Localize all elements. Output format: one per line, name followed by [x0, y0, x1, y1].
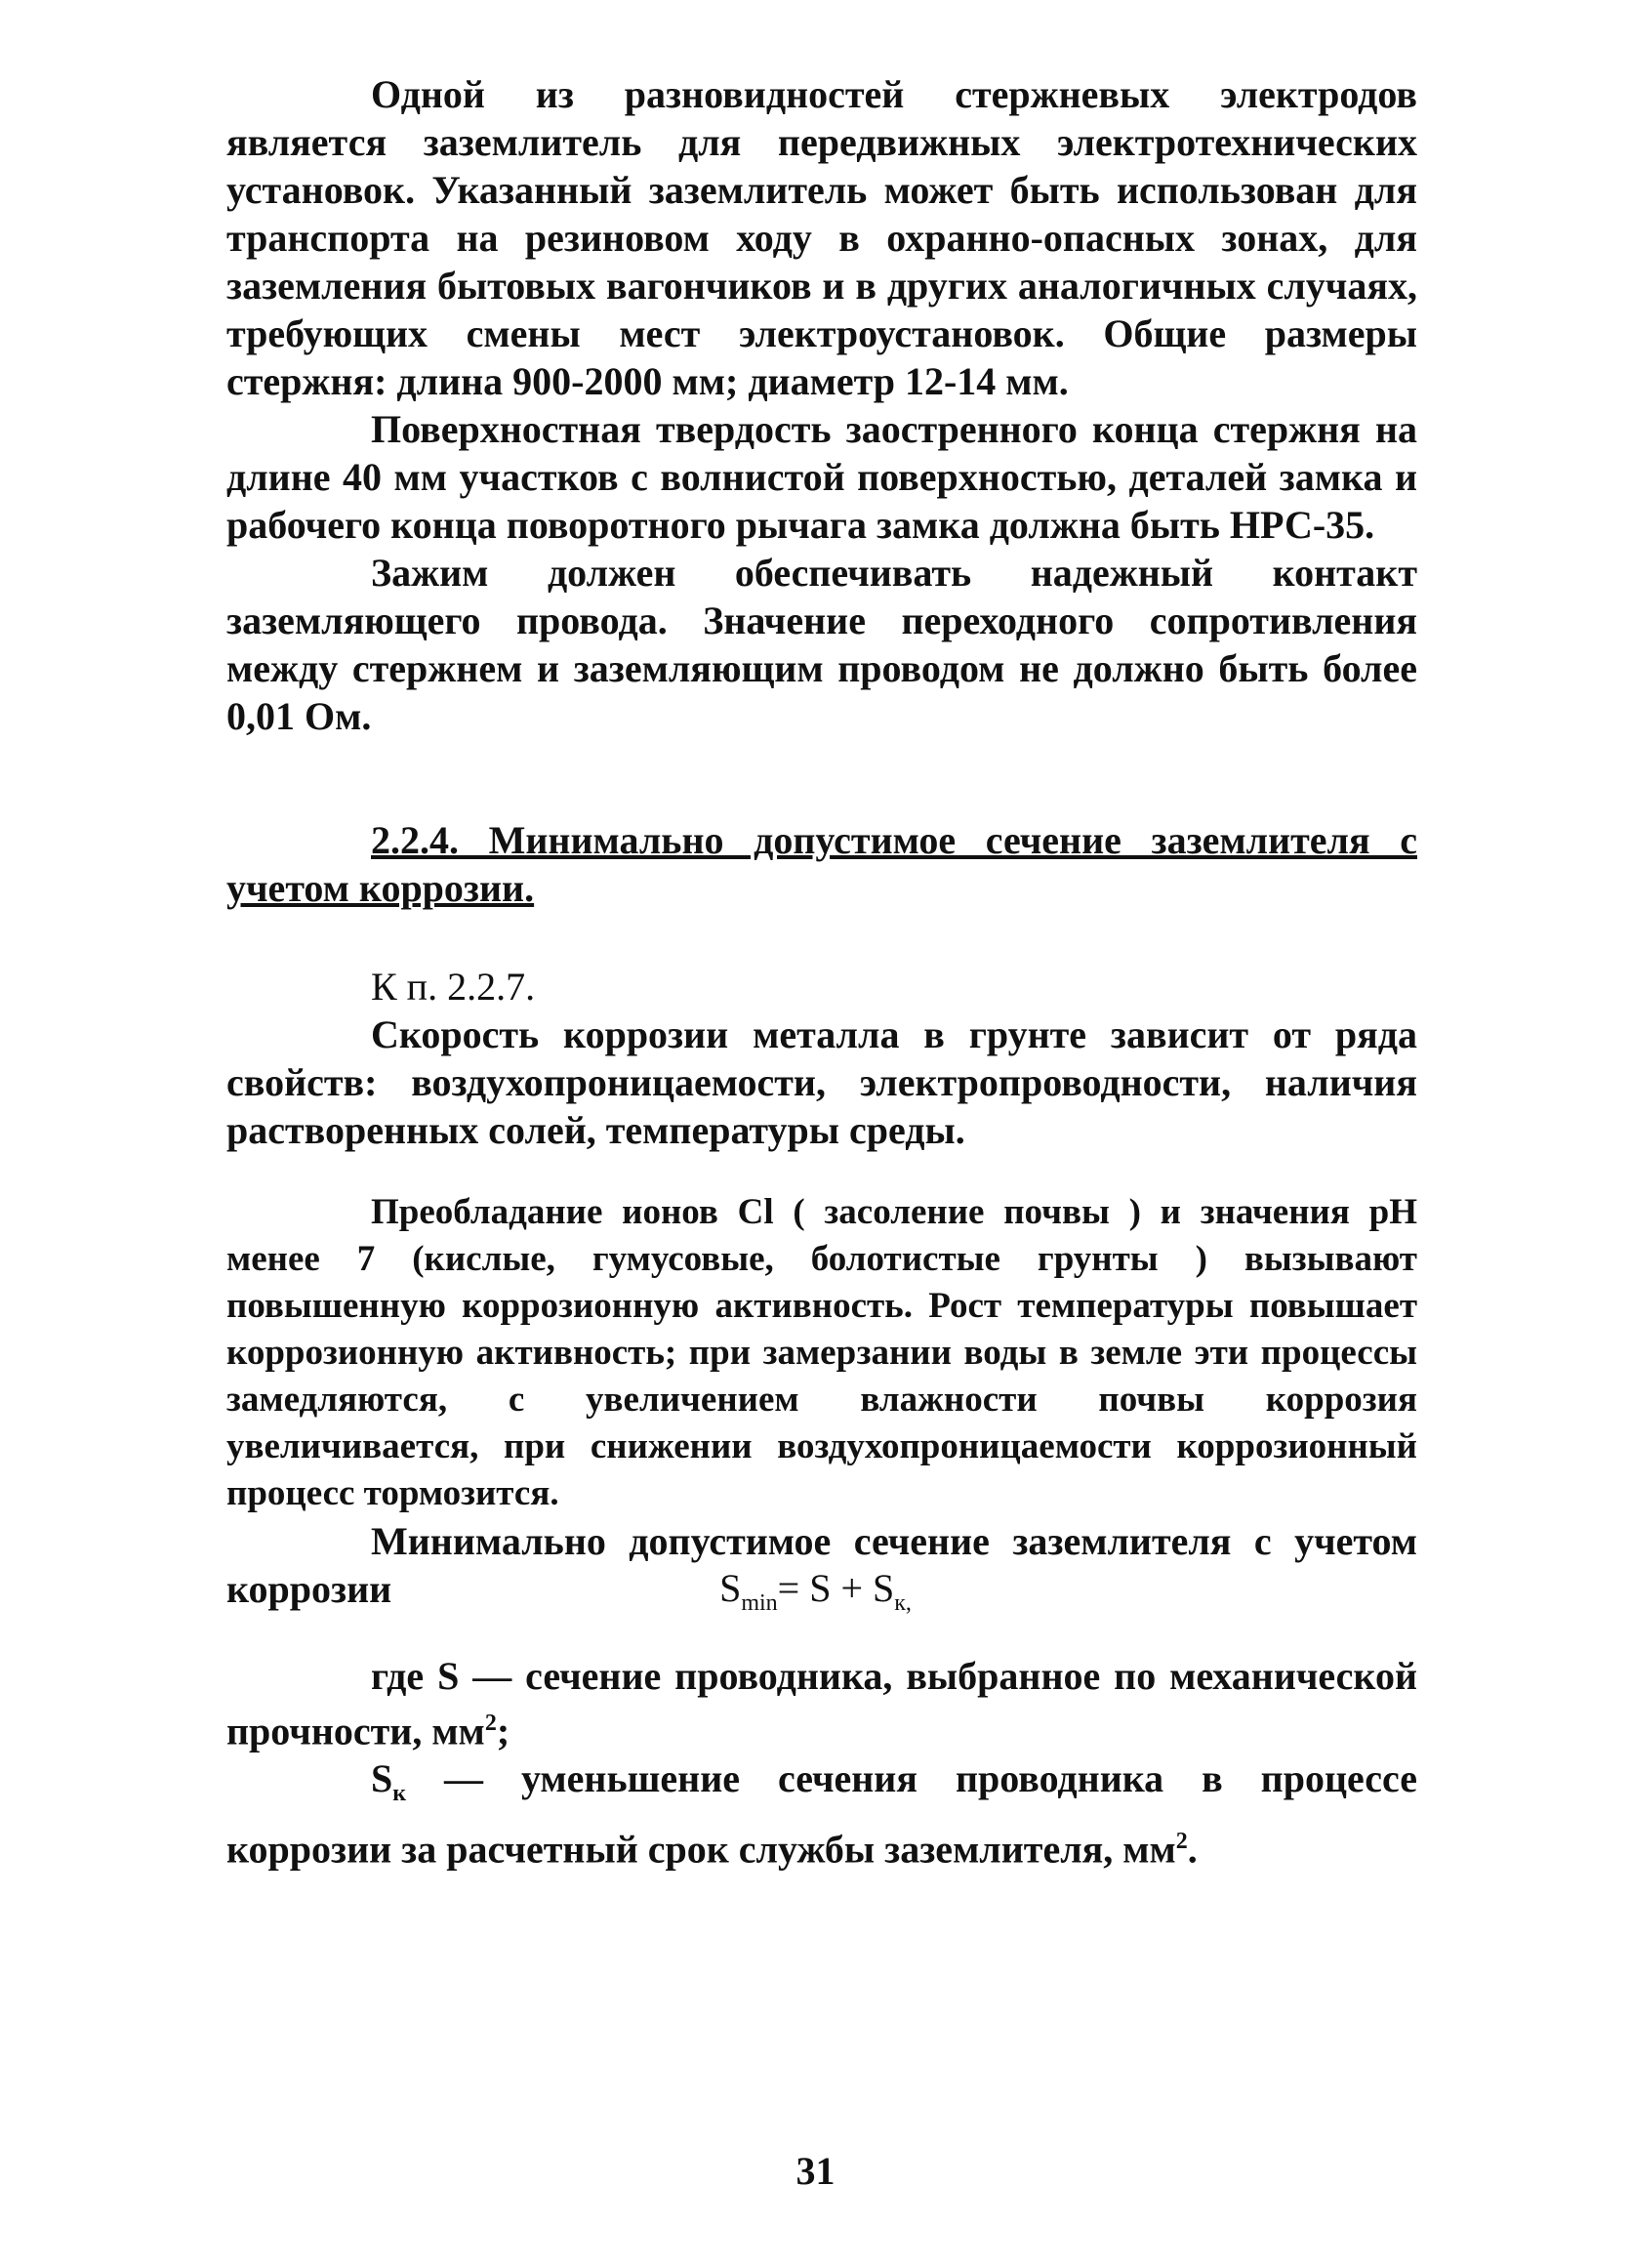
- formula-lhs-sub: min: [741, 1590, 778, 1616]
- definition-s: где S — сечение проводника, выбранное по механической прочности, $мм^2$;: [226, 1654, 1417, 1753]
- section-heading: 2.2.4. Минимально допустимое сечение заземлителя с учетом коррозии.: [226, 818, 1417, 910]
- top-paragraphs: [226, 70, 1417, 740]
- definitions-block: [226, 1652, 1417, 1874]
- ions-block: [226, 1189, 1417, 1613]
- reference-label: К п. 2.2.7.: [371, 965, 536, 1009]
- reference-block: [226, 963, 1417, 1154]
- definition-sk: $S_к$ — уменьшение сечения проводника в процессе коррозии за расчетный срок службы заземлителя, $мм^2$.: [226, 1756, 1417, 1872]
- formula-middle: = S + S: [777, 1566, 895, 1610]
- formula-lhs: S: [719, 1566, 742, 1610]
- paragraph-min-section: Минимально допустимое сечение заземлителя с учетом коррозии: [226, 1519, 1417, 1611]
- paragraph-ions: Преобладание ионов Cl ( засоление почвы ) и значения pH менее 7 (кислые, гумусовые, болотистые грунты ) вызывают повышенную коррозионную активность. Рост температуры повышает коррозионную активность; при замерзании воды в земле эти процессы замедляются, с увеличением влажности почвы коррозия увеличивается, при снижении воздухопроницаемости коррозионный процесс тормозится.: [226, 1192, 1417, 1513]
- paragraph-clamp: Зажим должен обеспечивать надежный контакт заземляющего провода. Значение переходного сопротивления между стержнем и заземляющим проводом не должно быть более 0,01 Ом.: [226, 551, 1417, 738]
- formula-rhs-sub: к,: [894, 1590, 912, 1616]
- section-2-2-4: [226, 816, 1417, 912]
- page-number: 31: [795, 2149, 836, 2193]
- formula-smin: [0, 1564, 1631, 1628]
- paragraph-electrode: Одной из разновидностей стержневых электродов является заземлитель для передвижных электротехнических установок. Указанный заземлитель может быть использован для транспорта на резиновом ходу в охранно-опасных зонах, для заземления бытовых вагончиков и в других аналогичных случаях, требующих смены мест электроустановок. Общие размеры стержня: длина 900-2000 мм; диаметр 12-14 мм.: [226, 72, 1417, 403]
- paragraph-hardness: Поверхностная твердость заостренного конца стержня на длине 40 мм участков с волнистой поверхностью, деталей замка и рабочего конца поворотного рычага замка должна быть НРС-35.: [226, 407, 1417, 547]
- paragraph-corrosion-speed: Скорость коррозии металла в грунте зависит от ряда свойств: воздухопроницаемости, электропроводности, наличия растворенных солей, температуры среды.: [226, 1012, 1417, 1152]
